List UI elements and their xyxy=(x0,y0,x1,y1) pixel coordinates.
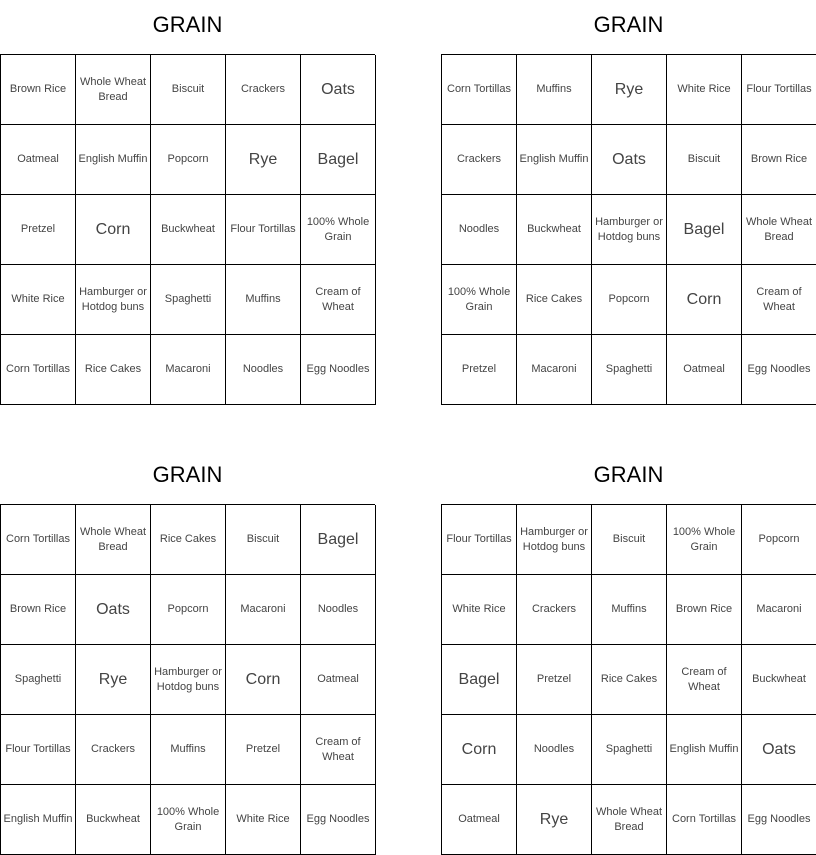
bingo-cell: Corn xyxy=(667,265,742,335)
bingo-cell: White Rice xyxy=(226,785,301,855)
bingo-cell: Rice Cakes xyxy=(151,505,226,575)
bingo-cell: Popcorn xyxy=(742,505,816,575)
bingo-cell: Cream of Wheat xyxy=(301,715,376,785)
bingo-cell: English Muffin xyxy=(667,715,742,785)
card-title: GRAIN xyxy=(152,12,223,37)
bingo-cell: Rye xyxy=(76,645,151,715)
bingo-cell: Brown Rice xyxy=(1,55,76,125)
bingo-cell: Hamburger or Hotdog buns xyxy=(517,505,592,575)
bingo-cell: Pretzel xyxy=(226,715,301,785)
bingo-cell: Popcorn xyxy=(592,265,667,335)
bingo-cell: White Rice xyxy=(667,55,742,125)
bingo-cell: Crackers xyxy=(226,55,301,125)
bingo-cell: Egg Noodles xyxy=(301,785,376,855)
bingo-cell: Flour Tortillas xyxy=(1,715,76,785)
bingo-cell: Corn Tortillas xyxy=(1,505,76,575)
bingo-cell: Egg Noodles xyxy=(301,335,376,405)
bingo-cell: Muffins xyxy=(517,55,592,125)
bingo-cell: Corn xyxy=(226,645,301,715)
bingo-cell: Crackers xyxy=(442,125,517,195)
bingo-cell: Pretzel xyxy=(442,335,517,405)
bingo-cell: White Rice xyxy=(1,265,76,335)
bingo-cell: Corn xyxy=(76,195,151,265)
bingo-cell: Brown Rice xyxy=(742,125,816,195)
bingo-cell: Pretzel xyxy=(517,645,592,715)
bingo-cell: Cream of Wheat xyxy=(667,645,742,715)
bingo-grid xyxy=(441,54,816,405)
bingo-cell: Whole Wheat Bread xyxy=(76,505,151,575)
bingo-cell: Egg Noodles xyxy=(742,335,816,405)
bingo-cell: Corn Tortillas xyxy=(442,55,517,125)
bingo-cell: Macaroni xyxy=(517,335,592,405)
bingo-cell: Rye xyxy=(226,125,301,195)
bingo-cell: Noodles xyxy=(517,715,592,785)
bingo-cell: Flour Tortillas xyxy=(742,55,816,125)
bingo-cell: 100% Whole Grain xyxy=(301,195,376,265)
bingo-grid xyxy=(441,504,816,855)
bingo-cell: English Muffin xyxy=(517,125,592,195)
bingo-cell: Spaghetti xyxy=(592,335,667,405)
bingo-cell: English Muffin xyxy=(1,785,76,855)
bingo-cell: Rye xyxy=(517,785,592,855)
bingo-cell: Popcorn xyxy=(151,125,226,195)
bingo-cell: Spaghetti xyxy=(592,715,667,785)
bingo-cell: Rice Cakes xyxy=(517,265,592,335)
bingo-cell: Bagel xyxy=(442,645,517,715)
bingo-cell: Egg Noodles xyxy=(742,785,816,855)
bingo-cell: White Rice xyxy=(442,575,517,645)
bingo-cell: Biscuit xyxy=(592,505,667,575)
bingo-cell: Brown Rice xyxy=(667,575,742,645)
card-title: GRAIN xyxy=(593,462,664,487)
bingo-cell: Crackers xyxy=(76,715,151,785)
bingo-cell: Muffins xyxy=(151,715,226,785)
bingo-cell: Oats xyxy=(76,575,151,645)
bingo-cell: Flour Tortillas xyxy=(442,505,517,575)
bingo-card-3 xyxy=(0,450,375,855)
bingo-cell: Muffins xyxy=(226,265,301,335)
bingo-card-2 xyxy=(441,0,816,405)
bingo-card-4 xyxy=(441,450,816,855)
bingo-cell: Buckwheat xyxy=(76,785,151,855)
bingo-cell: 100% Whole Grain xyxy=(151,785,226,855)
bingo-cell: Buckwheat xyxy=(151,195,226,265)
bingo-cell: Brown Rice xyxy=(1,575,76,645)
bingo-cell: Biscuit xyxy=(226,505,301,575)
card-title: GRAIN xyxy=(593,12,664,37)
bingo-cell: Muffins xyxy=(592,575,667,645)
bingo-cell: Rice Cakes xyxy=(76,335,151,405)
bingo-cell: 100% Whole Grain xyxy=(442,265,517,335)
bingo-cell: Oatmeal xyxy=(301,645,376,715)
bingo-cell: Bagel xyxy=(301,505,376,575)
bingo-cell: Oatmeal xyxy=(667,335,742,405)
bingo-cell: Bagel xyxy=(301,125,376,195)
bingo-cell: Macaroni xyxy=(742,575,816,645)
bingo-cell: Oats xyxy=(592,125,667,195)
bingo-cell: Biscuit xyxy=(667,125,742,195)
bingo-cell: Hamburger or Hotdog buns xyxy=(151,645,226,715)
card-title: GRAIN xyxy=(152,462,223,487)
bingo-cell: Oats xyxy=(742,715,816,785)
bingo-cell: Hamburger or Hotdog buns xyxy=(76,265,151,335)
bingo-cell: Buckwheat xyxy=(517,195,592,265)
bingo-cell: Whole Wheat Bread xyxy=(76,55,151,125)
bingo-cell: Whole Wheat Bread xyxy=(742,195,816,265)
bingo-cell: Macaroni xyxy=(151,335,226,405)
bingo-cell: Noodles xyxy=(301,575,376,645)
bingo-cell: Noodles xyxy=(226,335,301,405)
bingo-cell: 100% Whole Grain xyxy=(667,505,742,575)
bingo-card-1 xyxy=(0,0,375,405)
bingo-cell: Rye xyxy=(592,55,667,125)
bingo-cell: Corn xyxy=(442,715,517,785)
bingo-cell: Biscuit xyxy=(151,55,226,125)
bingo-cell: Popcorn xyxy=(151,575,226,645)
bingo-cell: Spaghetti xyxy=(1,645,76,715)
bingo-cell: Spaghetti xyxy=(151,265,226,335)
bingo-cell: Pretzel xyxy=(1,195,76,265)
bingo-cell: Cream of Wheat xyxy=(742,265,816,335)
bingo-cell: Whole Wheat Bread xyxy=(592,785,667,855)
bingo-grid xyxy=(0,504,375,855)
bingo-cell: Buckwheat xyxy=(742,645,816,715)
bingo-cell: Crackers xyxy=(517,575,592,645)
bingo-cell: Bagel xyxy=(667,195,742,265)
bingo-cell: Rice Cakes xyxy=(592,645,667,715)
bingo-cell: Oats xyxy=(301,55,376,125)
bingo-cell: Corn Tortillas xyxy=(667,785,742,855)
bingo-cell: Oatmeal xyxy=(442,785,517,855)
bingo-cell: Corn Tortillas xyxy=(1,335,76,405)
bingo-cell: Flour Tortillas xyxy=(226,195,301,265)
bingo-cell: Oatmeal xyxy=(1,125,76,195)
bingo-cell: Noodles xyxy=(442,195,517,265)
bingo-grid xyxy=(0,54,375,405)
bingo-cell: Cream of Wheat xyxy=(301,265,376,335)
bingo-cell: Hamburger or Hotdog buns xyxy=(592,195,667,265)
bingo-cell: Macaroni xyxy=(226,575,301,645)
bingo-cell: English Muffin xyxy=(76,125,151,195)
